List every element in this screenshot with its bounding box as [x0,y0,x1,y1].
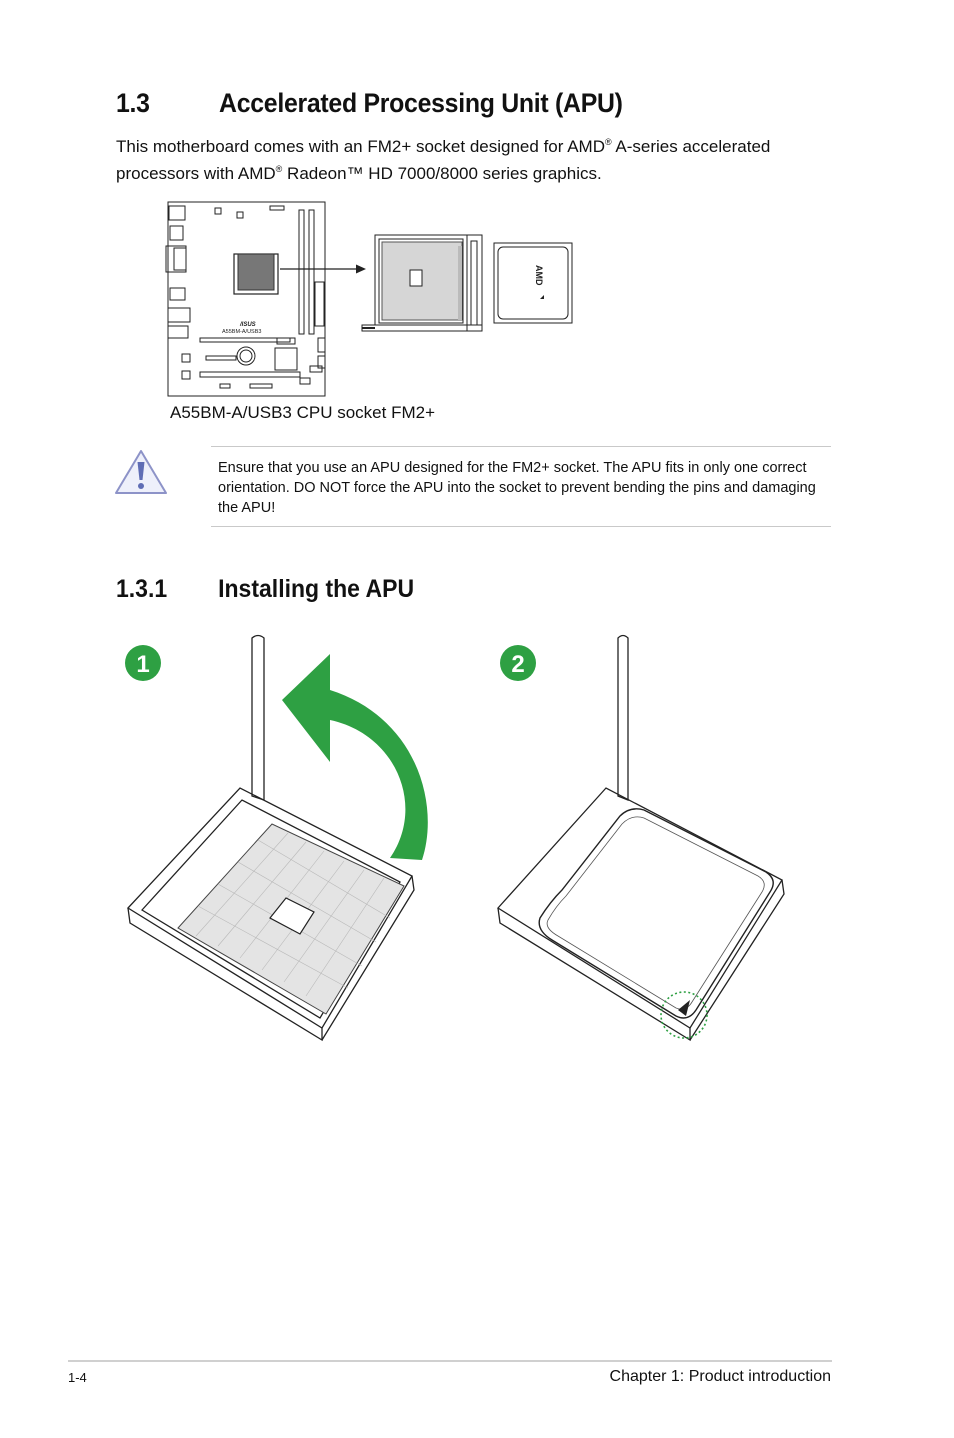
warning-triangle-icon [114,448,168,496]
lift-lever-arrow-icon [282,654,428,860]
step-2-illustration [490,628,810,1048]
footer-rule [68,1360,832,1362]
motherboard-layout [166,202,325,396]
subsection-title: Installing the APU [218,575,415,603]
note-bottom-rule [211,526,831,527]
figure-caption: A55BM-A/USB3 CPU socket FM2+ [170,403,436,422]
intro-text-3: Radeon™ HD 7000/8000 series graphics. [282,164,602,183]
step-2-number: 2 [511,651,525,678]
caution-text: Ensure that you use an APU designed for the FM2+ socket. The APU fits in only one correct orientation. DO NOT force the APU into the socket to prevent bending the pins and damaging the APU! [218,460,816,516]
apu-brand-label: AMD [534,265,544,286]
step-2-badge [500,645,536,681]
subsection-heading [116,575,414,604]
step-1-badge [125,645,161,681]
chapter-title: Chapter 1: Product introduction [609,1368,831,1385]
intro-text-2: A-series accelerated processors with AMD [116,137,771,183]
intro-paragraph [116,131,836,185]
apu-chip [494,243,572,323]
section-number: 1.3 [116,88,150,118]
step-1-number: 1 [136,651,150,678]
socket-lever [618,636,628,801]
registered-mark: ® [275,164,283,174]
step-1-illustration [118,628,438,1048]
motherboard-socket-diagram [160,198,580,400]
section-title: Accelerated Processing Unit (APU) [219,88,623,118]
pointer-arrowhead-icon [356,265,366,274]
board-model-label: A55BM-A/USB3 [222,329,262,335]
registered-mark: ® [604,137,612,147]
page-number: 1-4 [68,1370,87,1385]
apu-placed [539,809,773,1018]
section-heading [116,88,623,119]
socket-lever [252,636,264,801]
note-top-rule [211,446,831,447]
board-brand-label: /ISUS [240,322,256,328]
intro-text-1: This motherboard comes with an FM2+ socket designed for AMD [116,137,605,156]
subsection-number: 1.3.1 [116,575,168,603]
socket-detail [362,235,482,331]
